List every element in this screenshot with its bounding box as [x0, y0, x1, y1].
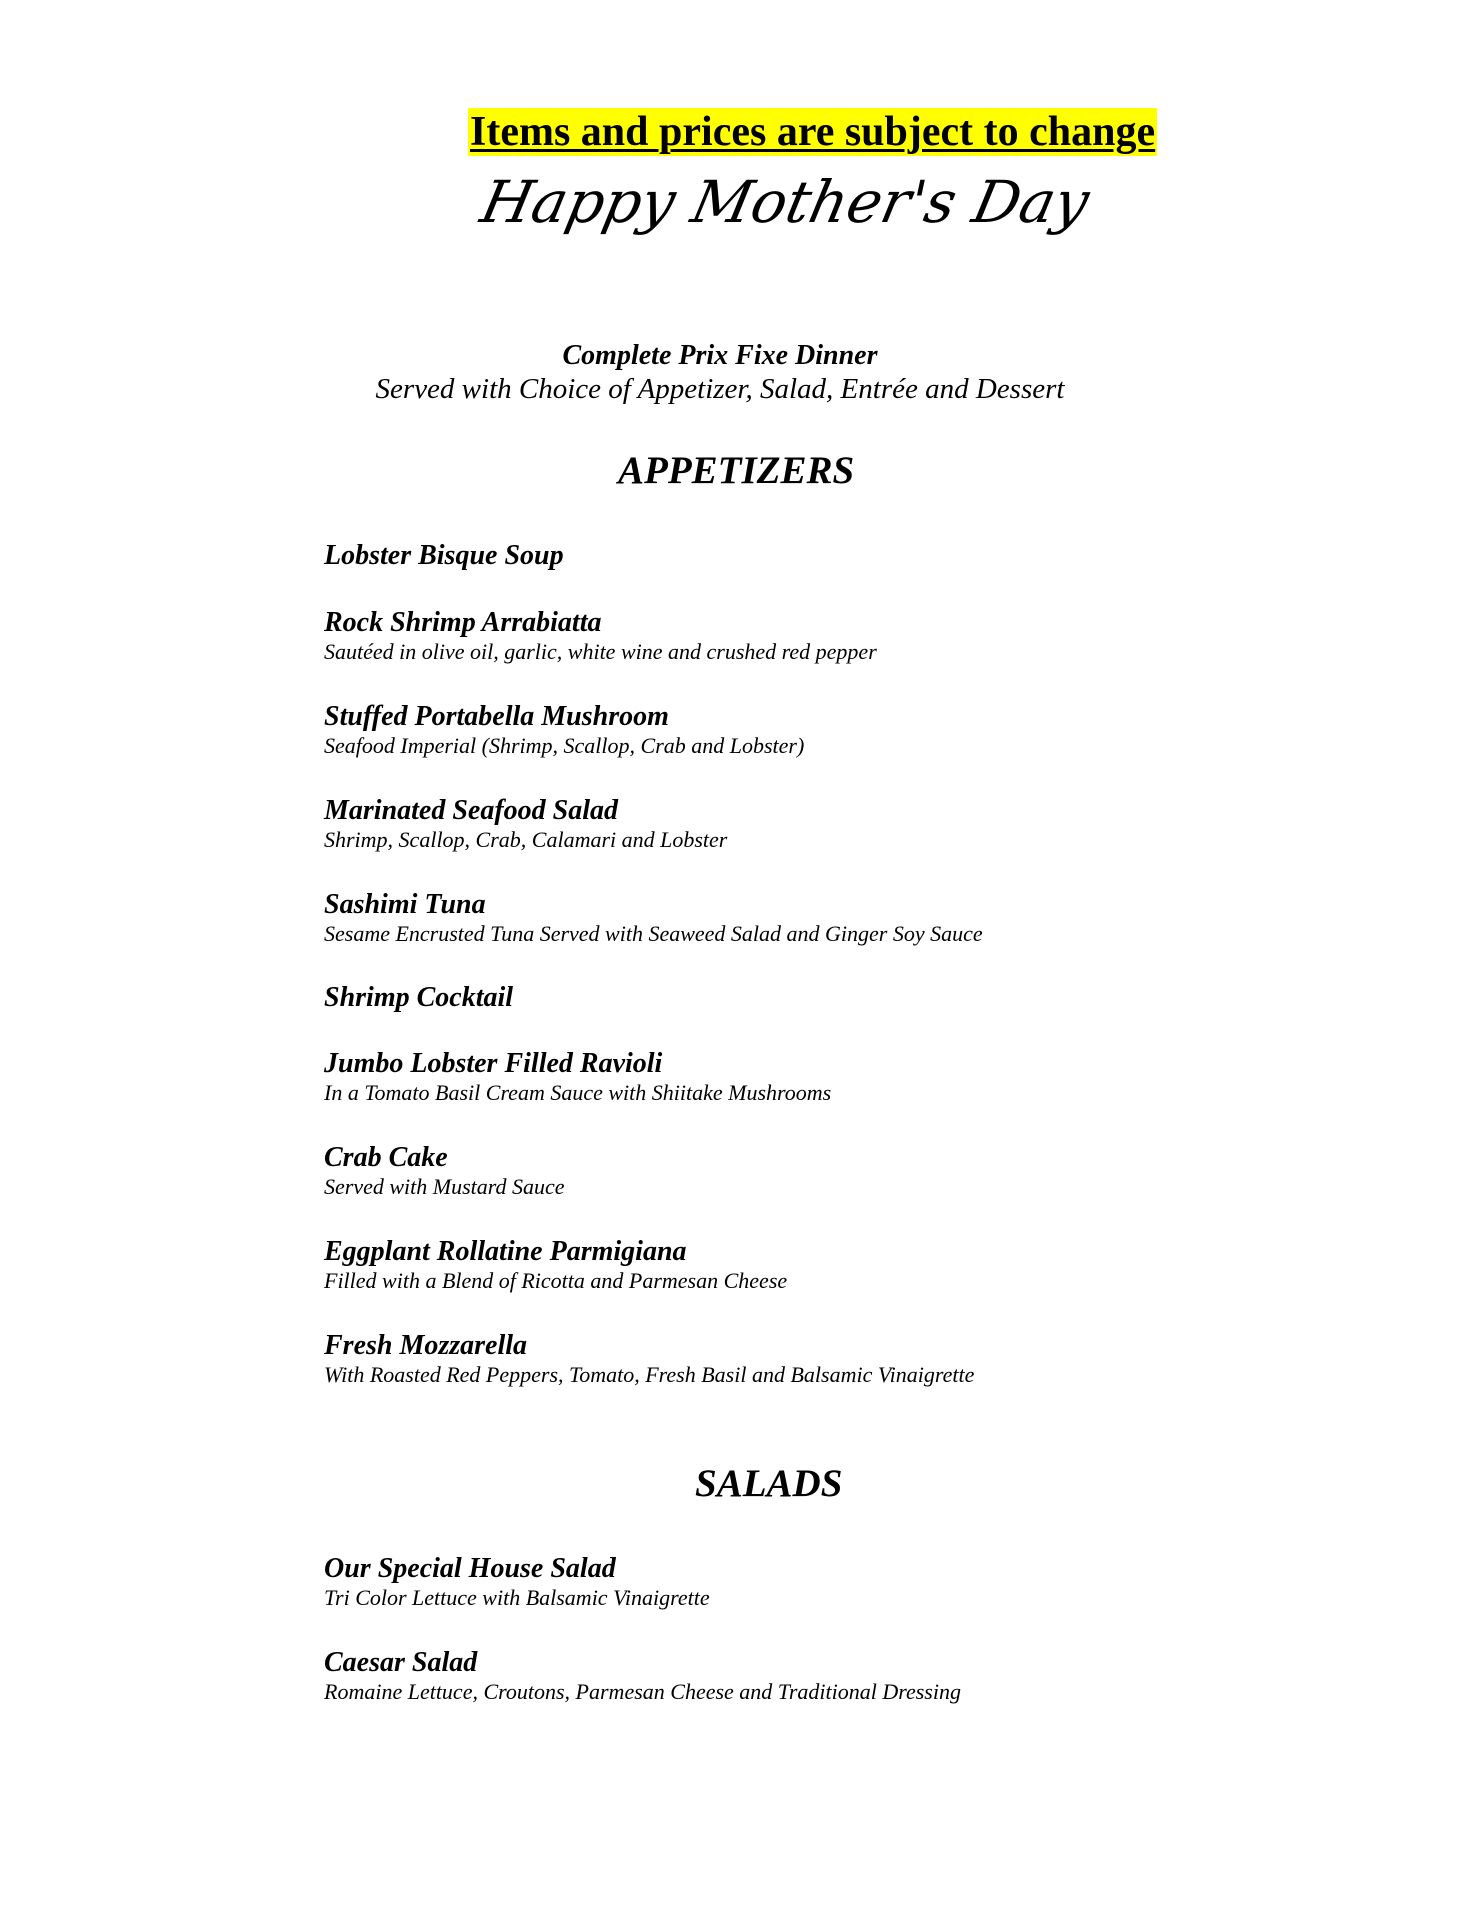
item-name: Fresh Mozzarella — [324, 1330, 528, 1361]
item-description: With Roasted Red Peppers, Tomato, Fresh Basil and Balsamic Vinaigrette — [324, 1362, 975, 1387]
menu-item — [324, 1330, 974, 1388]
item-description: In a Tomato Basil Cream Sauce with Shiitake Mushrooms — [324, 1080, 832, 1105]
item-description: Served with Mustard Sauce — [324, 1174, 565, 1199]
menu-item — [324, 795, 727, 853]
item-name: Jumbo Lobster Filled Ravioli — [324, 1048, 663, 1079]
item-name: Lobster Bisque Soup — [324, 540, 564, 571]
menu-item — [324, 1048, 831, 1106]
item-description: Sautéed in olive oil, garlic, white wine and crushed red pepper — [324, 639, 877, 664]
item-name: Stuffed Portabella Mushroom — [324, 701, 669, 732]
item-name: Shrimp Cocktail — [324, 982, 514, 1013]
menu-item — [324, 1236, 787, 1294]
prix-fixe-subtitle: Served with Choice of Appetizer, Salad, Entrée and Dessert — [375, 373, 1065, 405]
menu-item — [324, 607, 877, 665]
item-name: Our Special House Salad — [324, 1553, 616, 1584]
item-name: Rock Shrimp Arrabiatta — [324, 607, 602, 638]
item-description: Filled with a Blend of Ricotta and Parmesan Cheese — [324, 1268, 788, 1293]
happy-mothers-day-title — [475, 160, 1095, 250]
salads-heading: SALADS — [695, 1462, 843, 1505]
menu-item — [324, 1142, 565, 1200]
item-name: Marinated Seafood Salad — [324, 795, 619, 826]
item-description: Romaine Lettuce, Croutons, Parmesan Cheese and Traditional Dressing — [324, 1679, 961, 1704]
item-description: Seafood Imperial (Shrimp, Scallop, Crab and Lobster) — [324, 733, 805, 758]
title-text: Happy Mother's Day — [475, 168, 1095, 236]
item-description: Shrimp, Scallop, Crab, Calamari and Lobster — [324, 827, 728, 852]
item-description: Sesame Encrusted Tuna Served with Seaweed Salad and Ginger Soy Sauce — [324, 921, 983, 946]
appetizers-heading: APPETIZERS — [618, 449, 855, 492]
prix-fixe-title: Complete Prix Fixe Dinner — [562, 340, 878, 371]
menu-item — [324, 1647, 961, 1705]
menu-item — [324, 1553, 710, 1611]
menu-item — [324, 540, 564, 572]
item-name: Sashimi Tuna — [324, 889, 486, 920]
menu-item — [324, 889, 983, 947]
item-name: Eggplant Rollatine Parmigiana — [324, 1236, 687, 1267]
item-name: Caesar Salad — [324, 1647, 478, 1678]
menu-item — [324, 982, 513, 1014]
item-name: Crab Cake — [324, 1142, 448, 1173]
menu-item — [324, 701, 804, 759]
item-description: Tri Color Lettuce with Balsamic Vinaigrette — [324, 1585, 710, 1610]
price-change-notice: Items and prices are subject to change — [470, 109, 1156, 155]
